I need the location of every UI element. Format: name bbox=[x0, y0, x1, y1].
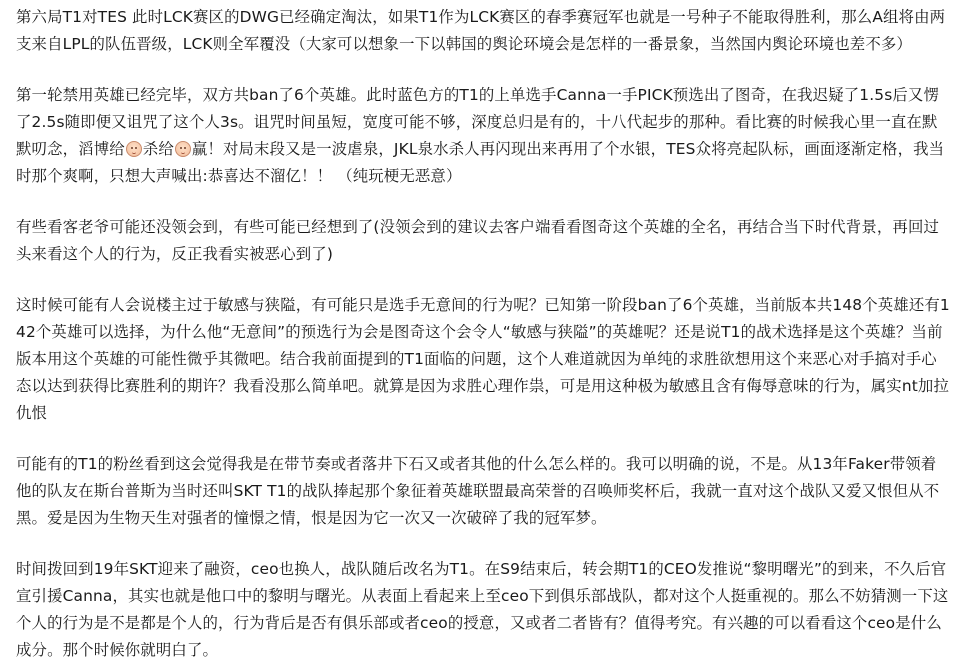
paragraph-2 bbox=[16, 82, 950, 190]
paragraph-4: 这时候可能有人会说楼主过于敏感与狭隘，有可能只是选手无意间的行为呢？已知第一阶段ban了6个英雄，当前版本共148个英雄还有142个英雄可以选择，为什么他“无意间”的预选行为会是图奇这个会令人“敏感与狭隘”的英雄呢？还是说T1的战术选择是这个英雄？当前版本用这个英雄的可能性微乎其微吧。结合我前面提到的T1面临的问题，这个人难道就因为单纯的求胜欲想用这个来恶心对手搞对手心态以达到获得比赛胜利的期许？我看没那么简单吧。就算是因为求胜心理作祟，可是用这种极为敏感且含有侮辱意味的行为，属实nt加拉仇恨 bbox=[16, 296, 950, 422]
paragraph-2-text-a: 第一轮禁用英雄已经完毕，双方共ban了6个英雄。此时蓝色方的T1的上单选手Canna一手PICK预选出了图奇，在我迟疑了1.5s后又愣了2.5s随即便又诅咒了这个人3s。诅咒时间虽短，宽度可能不够，深度总归是有的，十八代起步的那种。看比赛的时候我心里一直在默默叨念，滔博给 bbox=[16, 86, 940, 158]
paragraph-3: 有些看客老爷可能还没领会到，有些可能已经想到了(没领会到的建议去客户端看看图奇这个英雄的全名，再结合当下时代背景，再回过头来看这个人的行为，反正我看实被恶心到了) bbox=[16, 218, 940, 263]
face-emoji-icon bbox=[126, 141, 142, 157]
paragraph-spacer bbox=[16, 427, 950, 451]
paragraph-2-text-c: 赢！对局末段又是一波虐泉，JKL泉水杀人再闪现出来再用了个水银，TES众将亮起队标，画面逐渐定格，我当时那个爽啊，只想大声喊出:恭喜达不溜亿！！ （纯玩梗无恶意） bbox=[16, 140, 945, 185]
paragraph-spacer bbox=[16, 532, 950, 556]
paragraph-1: 第六局T1对TES 此时LCK赛区的DWG已经确定淘汰，如果T1作为LCK赛区的春季赛冠军也就是一号种子不能取得胜利，那么A组将由两支来自LPL的队伍晋级，LCK则全军覆没（大家可以想象一下以韩国的舆论环境会是怎样的一番景象，当然国内舆论环境也差不多） bbox=[16, 8, 946, 53]
paragraph-2-text-b: 杀给 bbox=[142, 140, 174, 158]
paragraph-spacer bbox=[16, 190, 950, 214]
face-emoji-icon bbox=[175, 141, 191, 157]
paragraph-spacer bbox=[16, 268, 950, 292]
paragraph-spacer bbox=[16, 58, 950, 82]
paragraph-6: 时间拨回到19年SKT迎来了融资，ceo也换人，战队随后改名为T1。在S9结束后，转会期T1的CEO发推说“黎明曙光”的到来，不久后官宣引援Canna，其实也就是他口中的黎明与曙光。从表面上看起来上至ceo下到俱乐部战队，都对这个人挺重视的。那么不妨猜测一下这个人的行为是不是都是个人的，行为背后是否有俱乐部或者ceo的授意，又或者二者皆有？值得考究。有兴趣的可以看看这个ceo是什么成分。那个时候你就明白了。 bbox=[16, 560, 949, 659]
paragraph-5: 可能有的T1的粉丝看到这会觉得我是在带节奏或者落井下石又或者其他的什么怎么样的。我可以明确的说，不是。从13年Faker带领着他的队友在斯台普斯为当时还叫SKT T1的战队捧起那个象征着英雄联盟最高荣誉的召唤师奖杯后，我就一直对这个战队又爱又恨但从不黑。爱是因为生物天生对强者的憧憬之情，恨是因为它一次又一次破碎了我的冠军梦。 bbox=[16, 455, 940, 527]
